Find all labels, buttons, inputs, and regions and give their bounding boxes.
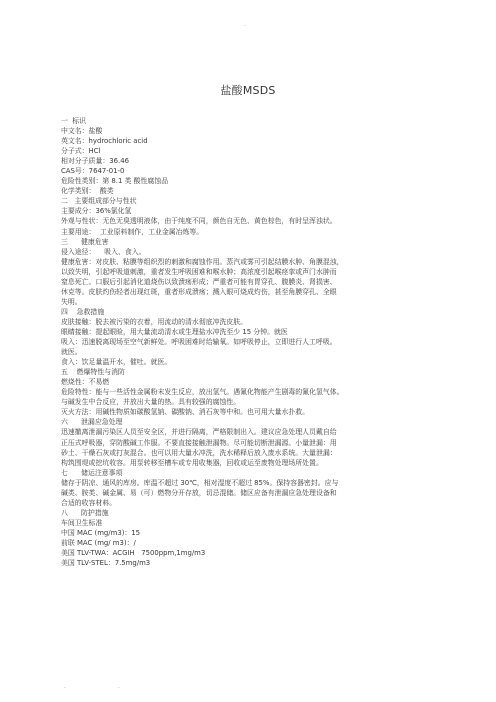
text-line: 六 泄漏应急处理 — [61, 418, 123, 427]
footer-mark-right: . — [118, 683, 120, 690]
text-line: 三 健康危害 — [61, 237, 109, 246]
text-line: 燃烧性：不易燃 — [61, 378, 110, 387]
text-line: 主要成分：36%氯化氢 — [61, 207, 132, 216]
text-line: 英文名：hydrochloric acid — [61, 137, 148, 146]
text-line: 碱类、胺类、碱金属、易（可）燃物分开存放，切忌混储。储区应备有泄漏应急处理设备和 — [61, 488, 337, 497]
document-body — [61, 116, 441, 568]
text-line: 构筑围堤或挖坑收容。用泵转移至槽车或专用收集器，回收或运至废物处理场所处置。 — [61, 458, 323, 467]
text-line: 休克等。皮肤灼伤轻者出现红斑，重者形成溃疡；溅入眼可烧成灼伤，甚至角膜穿孔、全眼 — [61, 287, 337, 296]
text-line: 四 急救措施 — [61, 307, 105, 316]
text-line: 相对分子质量：36.46 — [61, 157, 129, 166]
text-line: 迅速撤离泄漏污染区人员至安全区，并进行隔离，严格限制出入。建议应急处理人员戴自给 — [61, 428, 337, 437]
text-line: 储存于阴凉、通风的库房。库温不超过 30℃，相对湿度不超过 85%。保持容器密封。应与 — [61, 478, 339, 487]
text-line: 八 防护措施 — [61, 508, 109, 517]
text-line: 灭火方法：用碱性物质如碳酸氢钠、碳酸钠、消石灰等中和。也可用大量水扑救。 — [61, 408, 310, 417]
text-line: 危险特性：能与一些活性金属粉末发生反应，放出氢气。遇氰化物能产生剧毒的氰化氢气体。 — [61, 388, 344, 397]
text-line: 前联 MAC (mg/ m3)：/ — [61, 538, 136, 547]
text-line: 健康危害：对皮肤、粘膜等组织烈的刺激和腐蚀作用。蒸汽或雾可引起结膜水肿、角膜混浊， — [61, 257, 344, 266]
text-line: 与碱发生中合反应，并放出大量的热。具有较强的腐蚀性。 — [61, 398, 241, 407]
text-line: 眼睛接触：提起眼睑，用大量流动清水或生理盐水冲洗至少 15 分钟。就医 — [61, 327, 288, 336]
text-line: 美国 TLV-STEL：7.5mg/m3 — [61, 559, 151, 568]
text-line: 分子式：HCl — [61, 147, 101, 156]
text-line: 皮肤接触：脱去被污染的衣着，用流动的清水彻底冲洗皮肤。 — [61, 317, 248, 326]
text-line: 侵入途径： 吸入、食入。 — [61, 247, 146, 256]
text-line: 失明。 — [61, 297, 82, 306]
text-line: 美国 TLV-TWA：ACGIH 7500ppm,1mg/m3 — [61, 549, 206, 558]
text-line: 外观与性状：无色无臭透明液体，由于纯度不同，颜色自无色、黄色棕色，有时呈浑浊状。 — [61, 217, 337, 226]
text-line: 一 标识 — [61, 117, 87, 125]
page-title: 盐酸MSDS — [220, 84, 276, 97]
text-line: 中国 MAC (mg/m3)：15 — [61, 528, 141, 537]
footer-mark-left: . — [64, 683, 66, 690]
text-line: 就医。 — [61, 348, 82, 357]
text-line: 二 主要组成部分与性状 — [61, 197, 137, 206]
text-line: 以致失明，引起呼吸道刺激，重者发生呼吸困难和喉水肿；高浓度引起喉痉挛或声门水肿而 — [61, 267, 337, 276]
text-line: 食入：饮足量温开水，催吐。就医。 — [61, 358, 172, 367]
header-mark: . — [244, 21, 246, 28]
text-line: 危险性类别：第 8.1 类 酸性腐蚀品 — [61, 177, 169, 186]
text-line: 合适的收容材料。 — [61, 498, 117, 507]
text-line: 窒息死亡。口服后引起消化道烧伤以致溃疡形成；严重者可能有胃穿孔、腹膜炎、肾损害、 — [61, 277, 337, 286]
text-line: 车间卫生标准 — [61, 518, 103, 527]
text-line: 七 储运注意事项 — [61, 468, 123, 477]
text-line: 砂土、干燥石灰或打灰混合。也可以用大量水冲洗，洗水稀释后放入废水系统。大量泄漏： — [61, 448, 337, 457]
text-line: 化学类别： 酸类 — [61, 187, 114, 196]
text-line: 正压式呼吸器，穿防酸碱工作服。不要直接接触泄漏物。尽可能切断泄漏源。小量泄漏：用 — [61, 438, 337, 447]
text-line: CAS号：7647-01-0 — [61, 167, 125, 176]
text-line: 中文名：盐酸 — [61, 127, 103, 136]
text-line: 吸入：迅速脱离现场至空气新鲜处。呼吸困难时给输氧。如呼吸停止，立即进行人工呼吸。 — [61, 338, 337, 347]
text-line: 五 燃爆特性与消防 — [61, 368, 125, 377]
text-line: 主要用途： 工业原料制作，工业金属冶炼等。 — [61, 227, 204, 236]
